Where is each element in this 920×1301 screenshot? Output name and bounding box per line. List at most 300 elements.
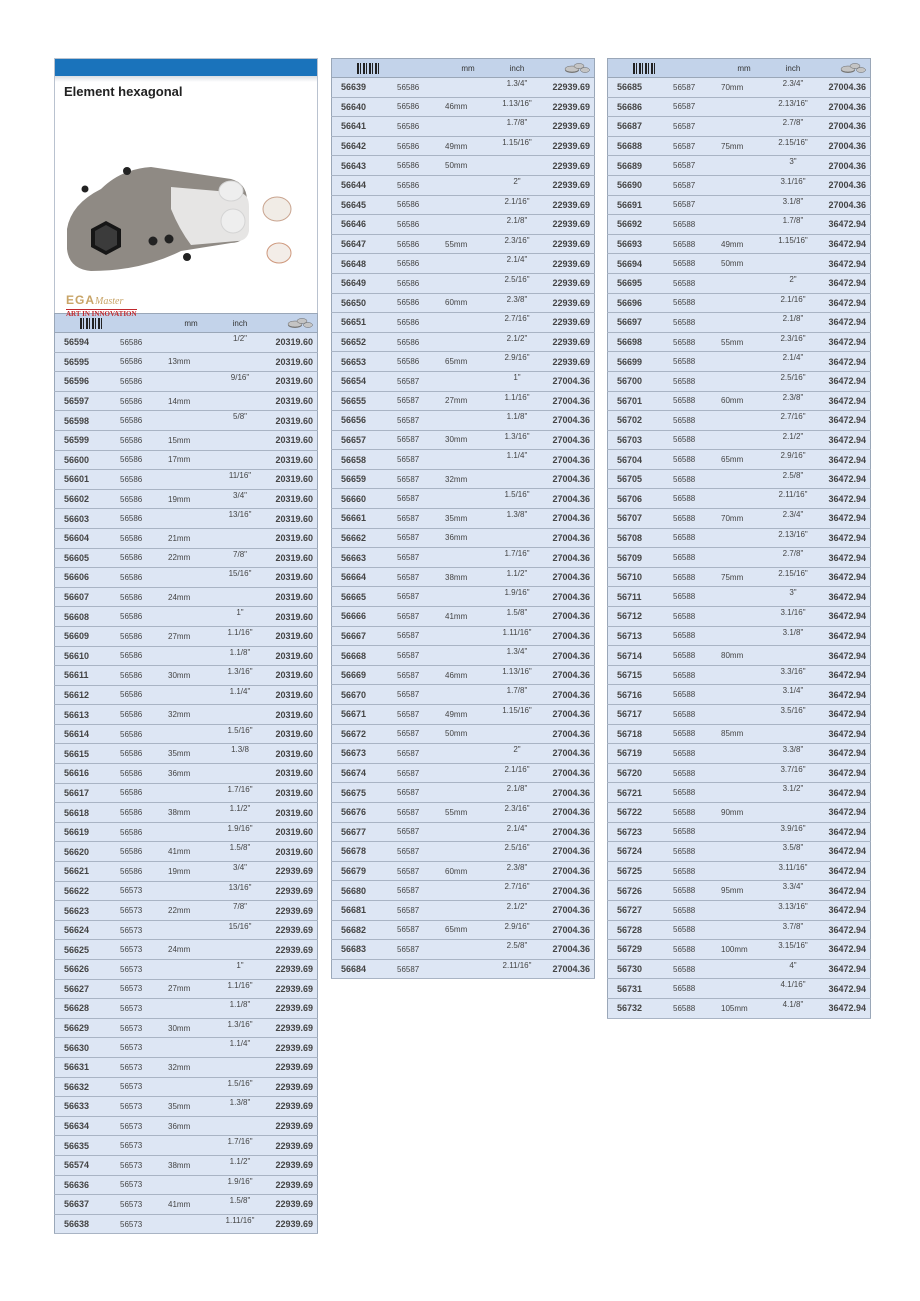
base-code-cell: 56587 — [673, 97, 721, 117]
price-cell: 20319.60 — [266, 548, 318, 568]
price-cell: 36472.94 — [819, 509, 871, 529]
price-cell: 36472.94 — [819, 900, 871, 920]
price-cell: 22939.69 — [543, 175, 595, 195]
base-code-cell: 56587 — [397, 959, 445, 979]
base-code-cell: 56587 — [397, 528, 445, 548]
product-ref-cell: 56655 — [332, 391, 398, 411]
base-code-cell: 56587 — [397, 411, 445, 431]
product-ref-cell: 56605 — [55, 548, 121, 568]
middle-column — [331, 58, 595, 979]
product-ref-cell: 56624 — [55, 920, 121, 940]
price-cell: 27004.36 — [543, 940, 595, 960]
product-ref-cell: 56621 — [55, 862, 121, 882]
price-cell: 22939.69 — [266, 1175, 318, 1195]
product-ref-cell: 56687 — [608, 117, 674, 137]
table-row — [608, 469, 871, 489]
product-ref-cell: 56690 — [608, 175, 674, 195]
product-ref-cell: 56676 — [332, 802, 398, 822]
size-mm-cell: 30mm — [168, 666, 214, 686]
product-ref-cell: 56694 — [608, 254, 674, 274]
product-ref-cell: 56703 — [608, 430, 674, 450]
size-inch-cell: 3.1/2" — [767, 783, 819, 803]
table-row — [55, 705, 318, 725]
price-cell: 20319.60 — [266, 430, 318, 450]
table-row — [608, 430, 871, 450]
size-mm-cell — [445, 313, 491, 333]
table-row — [608, 646, 871, 666]
table-row — [332, 195, 595, 215]
size-mm-cell: 49mm — [445, 705, 491, 725]
size-inch-cell: 1.15/16" — [491, 136, 543, 156]
table-row — [608, 78, 871, 98]
size-mm-cell — [721, 430, 767, 450]
table-row — [55, 1155, 318, 1175]
size-inch-cell: 2.9/16" — [767, 450, 819, 470]
size-mm-cell: 35mm — [168, 744, 214, 764]
product-card — [54, 58, 318, 318]
product-ref-cell: 56598 — [55, 411, 121, 431]
base-code-cell: 56573 — [120, 979, 168, 999]
base-code-cell: 56588 — [673, 332, 721, 352]
table-row — [332, 959, 595, 979]
price-cell: 22939.69 — [266, 881, 318, 901]
size-inch-cell: 7/8" — [214, 901, 266, 921]
table-row — [608, 881, 871, 901]
table-row — [332, 273, 595, 293]
table-row — [55, 666, 318, 686]
table-row — [332, 254, 595, 274]
base-code-cell: 56587 — [397, 940, 445, 960]
product-ref-cell: 56660 — [332, 489, 398, 509]
table-row — [608, 665, 871, 685]
base-code-cell: 56588 — [673, 763, 721, 783]
price-cell: 22939.69 — [543, 117, 595, 137]
price-cell: 36472.94 — [819, 411, 871, 431]
base-code-cell: 56586 — [120, 626, 168, 646]
size-mm-cell — [721, 273, 767, 293]
product-ref-cell: 56609 — [55, 626, 121, 646]
size-inch-cell: 2.1/4" — [491, 822, 543, 842]
product-ref-cell: 56691 — [608, 195, 674, 215]
product-ref-cell: 56714 — [608, 646, 674, 666]
base-code-cell: 56587 — [673, 156, 721, 176]
product-ref-cell: 56612 — [55, 685, 121, 705]
size-inch-cell: 4.1/16" — [767, 979, 819, 999]
base-code-cell: 56573 — [120, 1136, 168, 1156]
table-row — [608, 744, 871, 764]
product-ref-cell: 56619 — [55, 822, 121, 842]
price-cell: 36472.94 — [819, 881, 871, 901]
size-mm-cell: 75mm — [721, 136, 767, 156]
base-code-cell: 56587 — [397, 822, 445, 842]
base-code-cell: 56587 — [397, 900, 445, 920]
size-mm-cell: 30mm — [168, 1018, 214, 1038]
table-row — [332, 744, 595, 764]
table-row — [608, 117, 871, 137]
size-mm-cell: 65mm — [721, 450, 767, 470]
product-ref-cell: 56633 — [55, 1097, 121, 1117]
product-ref-cell: 56706 — [608, 489, 674, 509]
base-code-cell: 56587 — [673, 117, 721, 137]
size-inch-cell: 2" — [491, 744, 543, 764]
price-cell: 20319.60 — [266, 470, 318, 490]
size-inch-cell: 2.3/4" — [767, 78, 819, 98]
size-mm-cell: 80mm — [721, 646, 767, 666]
table-row — [55, 803, 318, 823]
price-cell: 27004.36 — [819, 136, 871, 156]
size-inch-cell: 1.5/16" — [214, 724, 266, 744]
size-mm-cell — [445, 587, 491, 607]
size-mm-cell — [721, 822, 767, 842]
size-inch-cell — [767, 646, 819, 666]
product-ref-cell: 56679 — [332, 861, 398, 881]
base-code-cell: 56588 — [673, 450, 721, 470]
table-row — [332, 215, 595, 235]
size-inch-cell: 7/8" — [214, 548, 266, 568]
base-code-cell: 56573 — [120, 1057, 168, 1077]
product-ref-cell: 56599 — [55, 430, 121, 450]
size-mm-cell — [168, 783, 214, 803]
base-code-cell: 56587 — [397, 665, 445, 685]
column-header-size-inch: inch — [491, 59, 543, 78]
base-code-cell: 56588 — [673, 587, 721, 607]
coins-icon — [564, 62, 590, 74]
base-code-cell: 56586 — [120, 470, 168, 490]
size-mm-cell — [168, 372, 214, 392]
size-mm-cell — [168, 411, 214, 431]
size-inch-cell: 2.1/2" — [767, 430, 819, 450]
product-ref-cell: 56646 — [332, 215, 398, 235]
price-cell: 27004.36 — [543, 469, 595, 489]
table-row — [55, 1018, 318, 1038]
size-mm-cell — [445, 78, 491, 98]
product-ref-cell: 56672 — [332, 724, 398, 744]
base-code-cell: 56588 — [673, 567, 721, 587]
table-row — [608, 509, 871, 529]
size-inch-cell: 3.3/16" — [767, 665, 819, 685]
product-ref-cell: 56650 — [332, 293, 398, 313]
base-code-cell: 56587 — [397, 763, 445, 783]
product-ref-cell: 56716 — [608, 685, 674, 705]
product-ref-cell: 56671 — [332, 705, 398, 725]
price-cell: 22939.69 — [543, 234, 595, 254]
size-mm-cell: 49mm — [445, 136, 491, 156]
size-inch-cell: 3.13/16" — [767, 900, 819, 920]
price-cell: 20319.60 — [266, 411, 318, 431]
price-cell: 22939.69 — [543, 78, 595, 98]
product-ref-cell: 56718 — [608, 724, 674, 744]
base-code-cell: 56588 — [673, 293, 721, 313]
price-cell: 36472.94 — [819, 665, 871, 685]
table-row — [332, 587, 595, 607]
price-cell: 27004.36 — [543, 744, 595, 764]
size-inch-cell: 1.9/16" — [214, 822, 266, 842]
size-mm-cell: 105mm — [721, 998, 767, 1018]
price-cell: 27004.36 — [543, 548, 595, 568]
table-row — [332, 705, 595, 725]
base-code-cell: 56586 — [120, 489, 168, 509]
table-row — [332, 607, 595, 627]
barcode-icon — [357, 63, 381, 74]
size-mm-cell: 46mm — [445, 97, 491, 117]
base-code-cell: 56587 — [397, 685, 445, 705]
size-mm-cell: 100mm — [721, 940, 767, 960]
table-row — [332, 685, 595, 705]
table-row — [332, 626, 595, 646]
base-code-cell: 56588 — [673, 469, 721, 489]
table-row — [332, 97, 595, 117]
price-cell: 27004.36 — [543, 646, 595, 666]
price-cell: 22939.69 — [266, 862, 318, 882]
size-mm-cell — [721, 411, 767, 431]
base-code-cell: 56588 — [673, 430, 721, 450]
table-row — [608, 391, 871, 411]
size-mm-cell: 27mm — [168, 979, 214, 999]
size-inch-cell: 3" — [767, 587, 819, 607]
size-inch-cell — [214, 705, 266, 725]
table-row — [332, 881, 595, 901]
base-code-cell: 56586 — [120, 509, 168, 529]
table-row — [332, 313, 595, 333]
base-code-cell: 56587 — [397, 469, 445, 489]
price-cell: 36472.94 — [819, 234, 871, 254]
base-code-cell: 56586 — [397, 332, 445, 352]
table-row — [332, 293, 595, 313]
size-inch-cell: 1.1/2" — [214, 1155, 266, 1175]
table-row — [332, 450, 595, 470]
size-mm-cell — [721, 959, 767, 979]
size-mm-cell — [168, 999, 214, 1019]
column-header-price — [266, 314, 318, 333]
size-inch-cell: 3.9/16" — [767, 822, 819, 842]
size-mm-cell: 50mm — [721, 254, 767, 274]
size-mm-cell — [445, 959, 491, 979]
size-inch-cell: 1.5/8" — [491, 607, 543, 627]
size-mm-cell — [168, 1077, 214, 1097]
price-cell: 36472.94 — [819, 842, 871, 862]
base-code-cell: 56587 — [397, 509, 445, 529]
base-code-cell: 56588 — [673, 705, 721, 725]
product-ref-cell: 56630 — [55, 1038, 121, 1058]
size-mm-cell: 85mm — [721, 724, 767, 744]
product-ref-cell: 56664 — [332, 567, 398, 587]
size-mm-cell — [168, 920, 214, 940]
size-inch-cell: 2.3/4" — [767, 509, 819, 529]
size-inch-cell: 1.13/16" — [491, 665, 543, 685]
size-inch-cell: 1.3/8 — [214, 744, 266, 764]
size-mm-cell — [168, 724, 214, 744]
product-ref-cell: 56642 — [332, 136, 398, 156]
price-cell: 27004.36 — [543, 607, 595, 627]
product-ref-cell: 56722 — [608, 802, 674, 822]
base-code-cell: 56573 — [120, 999, 168, 1019]
size-mm-cell: 55mm — [721, 332, 767, 352]
size-inch-cell: 1.15/16" — [767, 234, 819, 254]
table-row — [55, 724, 318, 744]
base-code-cell: 56588 — [673, 900, 721, 920]
base-code-cell: 56588 — [673, 783, 721, 803]
size-inch-cell: 4" — [767, 959, 819, 979]
product-ref-cell: 56594 — [55, 333, 121, 353]
size-mm-cell: 22mm — [168, 901, 214, 921]
size-mm-cell: 60mm — [445, 293, 491, 313]
product-ref-cell: 56723 — [608, 822, 674, 842]
price-cell: 22939.69 — [266, 920, 318, 940]
base-code-cell: 56587 — [673, 78, 721, 98]
table-header-row — [332, 59, 595, 78]
base-code-cell: 56586 — [397, 234, 445, 254]
price-cell: 36472.94 — [819, 450, 871, 470]
product-ref-cell: 56615 — [55, 744, 121, 764]
base-code-cell: 56587 — [673, 175, 721, 195]
left-column — [54, 58, 318, 1234]
base-code-cell: 56573 — [120, 1116, 168, 1136]
size-inch-cell: 13/16" — [214, 881, 266, 901]
base-code-cell: 56588 — [673, 411, 721, 431]
size-mm-cell — [721, 685, 767, 705]
size-inch-cell: 1.11/16" — [214, 1214, 266, 1234]
table-row — [332, 920, 595, 940]
size-mm-cell — [445, 626, 491, 646]
base-code-cell: 56586 — [120, 842, 168, 862]
size-inch-cell: 2.7/8" — [767, 117, 819, 137]
table-row — [608, 842, 871, 862]
size-mm-cell — [721, 371, 767, 391]
size-inch-cell: 2.3/16" — [491, 802, 543, 822]
size-inch-cell: 1.3/8" — [491, 509, 543, 529]
product-ref-cell: 56662 — [332, 528, 398, 548]
size-inch-cell: 1.5/8" — [214, 1195, 266, 1215]
product-ref-cell: 56618 — [55, 803, 121, 823]
price-cell: 36472.94 — [819, 783, 871, 803]
size-mm-cell — [721, 548, 767, 568]
size-inch-cell: 1.3/16" — [214, 666, 266, 686]
table-row — [55, 920, 318, 940]
product-ref-cell: 56663 — [332, 548, 398, 568]
size-mm-cell — [721, 705, 767, 725]
size-inch-cell — [767, 802, 819, 822]
hex-wrench-image — [61, 159, 311, 279]
product-ref-cell: 56613 — [55, 705, 121, 725]
product-ref-cell: 56625 — [55, 940, 121, 960]
price-cell: 36472.94 — [819, 254, 871, 274]
product-ref-cell: 56697 — [608, 313, 674, 333]
base-code-cell: 56586 — [120, 450, 168, 470]
price-cell: 36472.94 — [819, 391, 871, 411]
header-band — [55, 59, 317, 76]
table-row — [55, 450, 318, 470]
size-inch-cell: 3.15/16" — [767, 940, 819, 960]
size-inch-cell: 2.1/2" — [491, 332, 543, 352]
column-header-base-code — [673, 59, 721, 78]
table-row — [332, 940, 595, 960]
price-cell: 20319.60 — [266, 333, 318, 353]
size-mm-cell — [445, 940, 491, 960]
price-cell: 27004.36 — [543, 411, 595, 431]
table-row — [55, 685, 318, 705]
price-cell: 22939.69 — [543, 313, 595, 333]
size-mm-cell — [721, 97, 767, 117]
size-inch-cell: 1.7/16" — [214, 1136, 266, 1156]
price-cell: 27004.36 — [543, 567, 595, 587]
size-mm-cell: 27mm — [168, 626, 214, 646]
size-inch-cell — [491, 469, 543, 489]
size-mm-cell — [721, 117, 767, 137]
size-inch-cell: 1.3/8" — [214, 1097, 266, 1117]
product-ref-cell: 56674 — [332, 763, 398, 783]
product-ref-cell: 56636 — [55, 1175, 121, 1195]
size-mm-cell — [721, 979, 767, 999]
table-row — [55, 470, 318, 490]
product-ref-cell: 56707 — [608, 509, 674, 529]
price-cell: 36472.94 — [819, 313, 871, 333]
product-ref-cell: 56608 — [55, 607, 121, 627]
price-cell: 22939.69 — [543, 97, 595, 117]
price-cell: 20319.60 — [266, 587, 318, 607]
base-code-cell: 56588 — [673, 744, 721, 764]
coins-icon — [287, 317, 313, 329]
size-mm-cell: 49mm — [721, 234, 767, 254]
base-code-cell: 56586 — [397, 195, 445, 215]
base-code-cell: 56587 — [397, 450, 445, 470]
product-ref-cell: 56677 — [332, 822, 398, 842]
table-row — [55, 352, 318, 372]
product-ref-cell: 56654 — [332, 371, 398, 391]
table-row — [55, 489, 318, 509]
size-mm-cell: 32mm — [168, 1057, 214, 1077]
base-code-cell: 56587 — [397, 391, 445, 411]
size-inch-cell: 3/4" — [214, 489, 266, 509]
table-row — [55, 744, 318, 764]
table-row — [55, 901, 318, 921]
product-ref-cell: 56600 — [55, 450, 121, 470]
table-row — [608, 97, 871, 117]
table-row — [332, 548, 595, 568]
table-row — [608, 705, 871, 725]
base-code-cell: 56588 — [673, 548, 721, 568]
table-row — [55, 607, 318, 627]
price-cell: 36472.94 — [819, 724, 871, 744]
base-code-cell: 56586 — [397, 215, 445, 235]
price-cell: 22939.69 — [266, 960, 318, 980]
table-row — [55, 1175, 318, 1195]
size-inch-cell: 1.1/8" — [491, 411, 543, 431]
price-cell: 36472.94 — [819, 646, 871, 666]
size-inch-cell — [214, 940, 266, 960]
size-mm-cell — [445, 371, 491, 391]
base-code-cell: 56588 — [673, 822, 721, 842]
base-code-cell: 56573 — [120, 1195, 168, 1215]
base-code-cell: 56586 — [120, 783, 168, 803]
price-cell: 36472.94 — [819, 822, 871, 842]
size-inch-cell: 1.1/2" — [491, 567, 543, 587]
base-code-cell: 56586 — [120, 666, 168, 686]
table-row — [332, 646, 595, 666]
price-cell: 27004.36 — [819, 97, 871, 117]
product-ref-cell: 56710 — [608, 567, 674, 587]
size-mm-cell — [445, 195, 491, 215]
base-code-cell: 56588 — [673, 607, 721, 627]
size-inch-cell: 1" — [214, 960, 266, 980]
price-cell: 22939.69 — [266, 1077, 318, 1097]
price-cell: 22939.69 — [543, 156, 595, 176]
table-row — [332, 352, 595, 372]
size-inch-cell: 1.7/8" — [491, 685, 543, 705]
size-inch-cell: 3" — [767, 156, 819, 176]
product-ref-cell: 56597 — [55, 391, 121, 411]
product-ref-cell: 56659 — [332, 469, 398, 489]
product-ref-cell: 56695 — [608, 273, 674, 293]
